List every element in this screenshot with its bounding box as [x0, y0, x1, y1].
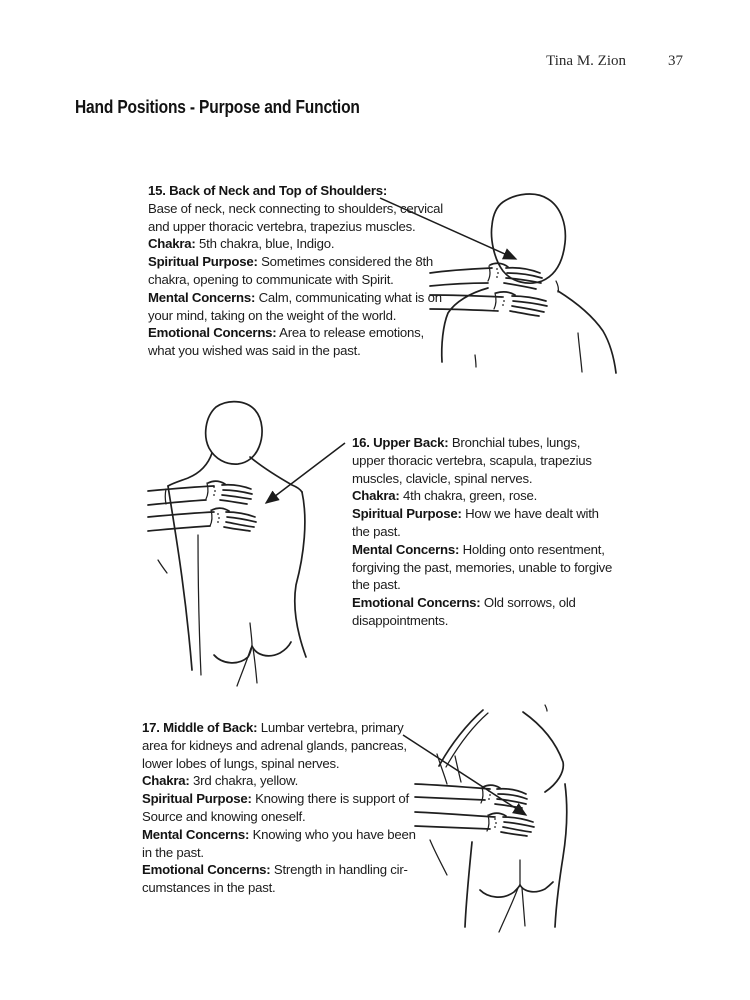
section-17-text — [142, 719, 416, 897]
middle-of-back-illustration — [395, 692, 695, 977]
figure-middle-of-back — [395, 692, 695, 977]
emotional-concerns-label: Emotional Concerns: — [352, 595, 481, 611]
spiritual-purpose-label: Spiritual Purpose: — [352, 506, 462, 522]
spiritual-purpose-label: Spiritual Purpose: — [148, 254, 258, 270]
paragraph: Chakra: 4th chakra, green, rose. — [352, 488, 538, 504]
figure-upper-back — [130, 395, 380, 695]
mental-concerns-label: Mental Concerns: — [148, 289, 256, 305]
emotional-concerns-label: Emotional Concerns: — [148, 325, 277, 341]
paragraph: Mental Concerns: Calm, communicating what is on your mind, taking on the weight of the world. — [148, 289, 442, 323]
paragraph: Emotional Concerns: Old sorrows, old disappointments. — [352, 595, 576, 628]
mental-concerns-label: Mental Concerns: — [352, 541, 460, 557]
paragraph: Emotional Concerns: Area to release emotions, what you wished was said in the past. — [148, 325, 424, 359]
paragraph: 16. Upper Back: Bronchial tubes, lungs, upper thoracic vertebra, scapula, trapezius muscles, clavicle, spinal nerves. — [352, 435, 592, 486]
paragraph: Chakra: 3rd chakra, yellow. — [142, 773, 299, 789]
paragraph: Chakra: 5th chakra, blue, Indigo. — [148, 236, 335, 252]
paragraph: 15. Back of Neck and Top of Shoulders: Base of neck, neck connecting to shoulders, cervical and upper thoracic vertebra, trapezius muscles. — [148, 182, 454, 235]
page-title: Hand Positions - Purpose and Function — [75, 96, 360, 117]
section-16-text — [352, 434, 614, 630]
running-header — [0, 53, 683, 70]
mental-concerns-label: Mental Concerns: — [142, 826, 250, 842]
paragraph: 17. Middle of Back: Lumbar vertebra, primary area for kidneys and adrenal glands, pancreas, lower lobes of lungs, spinal nerves. — [142, 720, 407, 771]
pointer-arrow-17 — [403, 735, 526, 815]
emotional-concerns-label: Emotional Concerns: — [142, 862, 271, 878]
paragraph: Spiritual Purpose: Sometimes considered the 8th chakra, opening to communicate with Spirit. — [148, 254, 434, 287]
section-15-heading: 15. Back of Neck and Top of Shoulders: — [148, 183, 388, 198]
section-17-heading: 17. Middle of Back: — [142, 720, 258, 735]
paragraph: Emotional Concerns: Strength in handling cir-cumstances in the past. — [142, 862, 408, 896]
figure-back-of-neck — [370, 185, 680, 380]
spiritual-purpose-label: Spiritual Purpose: — [142, 791, 252, 807]
upper-back-illustration — [130, 395, 380, 695]
chakra-label: Chakra: — [148, 236, 196, 252]
chakra-label: Chakra: — [352, 488, 400, 504]
paragraph: Mental Concerns: Knowing who you have been in the past. — [142, 826, 416, 860]
author-name: Tina M. Zion — [546, 53, 626, 69]
pointer-arrow-15 — [380, 198, 516, 259]
pointer-arrow-16 — [266, 443, 345, 503]
paragraph: Spiritual Purpose: How we have dealt with the past. — [352, 506, 599, 539]
page-number: 37 — [668, 53, 683, 69]
chakra-label: Chakra: — [142, 773, 190, 789]
paragraph: Spiritual Purpose: Knowing there is support of Source and knowing oneself. — [142, 791, 409, 824]
back-of-neck-illustration — [370, 185, 680, 380]
paragraph: Mental Concerns: Holding onto resentment, forgiving the past, memories, unable to forgive the past. — [352, 541, 613, 593]
section-16-heading: 16. Upper Back: — [352, 435, 449, 450]
